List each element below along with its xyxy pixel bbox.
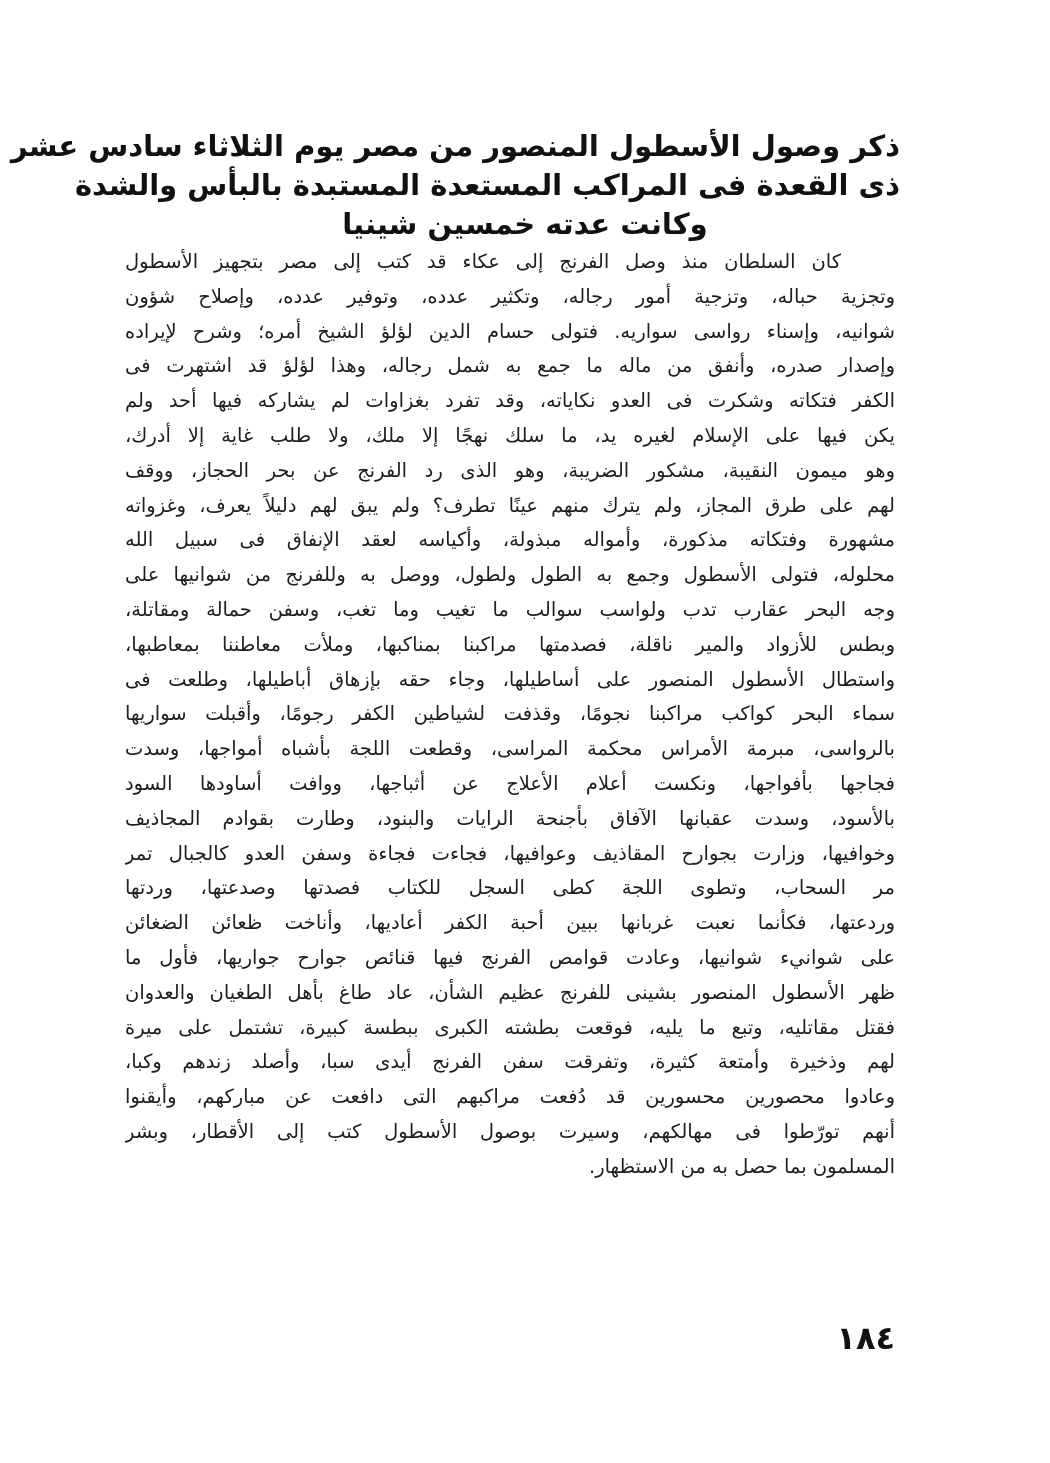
text-line: على شوانيء شوانيها، وعادت قوامص الفرنج فيها قنائص جوارح جواريها، فأول ما: [125, 945, 895, 969]
text-line: الكفر فتكاته وشكرت فى العدو نكاياته، وقد تفرد بغزاوات لم يشاركه فيها أحد ولم: [125, 389, 895, 413]
text-line: وعادوا محصورين محسورين قد دُفعت مراكبهم التى دافعت عن مباركهم، وأيقنوا: [125, 1085, 895, 1109]
text-line: وبطس للأزواد والمير ناقلة، فصدمتها مراكبنا بمناكبها، وملأت معاطننا بمعاطبها،: [125, 632, 895, 656]
text-line: واستطال الأسطول المنصور على أساطيلها، وجاء حقه بإزهاق أباطيلها، وطلعت فى: [125, 667, 895, 691]
chapter-heading-line-2: ذى القعدة فى المراكب المستعدة المستبدة بالبأس والشدة: [74, 168, 900, 202]
text-line: فقتل مقاتليه، وتبع ما يليه، فوقعت بطشته الكبرى ببطسة كبيرة، تشتمل على ميرة: [125, 1015, 895, 1039]
text-line: مر السحاب، وتطوى اللجة كطى السجل للكتاب فصدتها وصدعتها، وردتها: [125, 876, 895, 900]
text-line: مشهورة وفتكاته مذكورة، وأمواله مبذولة، وأكياسه لعقد الإنفاق فى سبيل الله: [125, 528, 895, 552]
text-line: المسلمون بما حصل به من الاستظهار.: [589, 1154, 895, 1178]
text-line: بالرواسى، مبرمة الأمراس محكمة المراسى، وقطعت اللجة بأشباه أمواجها، وسدت: [125, 737, 895, 761]
text-line: شوانيه، وإسناء رواسى سواريه. فتولى حسام الدين لؤلؤ الشيخ أمره؛ وشرح لإيراده: [125, 319, 895, 343]
text-line: وإصدار صدره، وأنفق من ماله ما جمع به شمل رجاله، وهذا لؤلؤ قد اشتهرت فى: [125, 354, 895, 378]
text-line: بالأسود، وسدت عقبانها الآفاق بأجنحة الرايات والبنود، وطارت بقوادم المجاذيف: [125, 806, 895, 830]
text-line: أنهم تورّطوا فى مهالكهم، وسيرت بوصول الأسطول كتب إلى الأقطار، وبشر: [125, 1119, 895, 1143]
text-line: لهم على طرق المجاز، ولم يترك منهم عينًا تطرف؟ ولم يبق لهم دليلاً يعرف، وغزواته: [125, 493, 895, 517]
text-line: فجاجها بأفواجها، ونكست أعلام الأعلاج عن أثباجها، ووافت أساودها السود: [125, 771, 895, 795]
chapter-heading-line-3: وكانت عدته خمسين شينيا: [342, 207, 708, 241]
text-line: يكن فيها على الإسلام لغيره يد، ما سلك نهجًا إلا ملك، ولا طلب غاية إلا أدرك،: [125, 423, 895, 447]
page-number: ١٨٤: [836, 1319, 895, 1357]
text-line: محلوله، فتولى الأسطول وجمع به الطول ولطول، ووصل به وللفرنج من شوانيها على: [125, 563, 895, 587]
text-line: ظهر الأسطول المنصور بشينى للفرنج عظيم الشأن، عاد طاغ بأهل الطغيان والعدوان: [125, 980, 895, 1004]
text-line: سماء البحر كواكب مراكبنا نجومًا، وقذفت لشياطين الكفر رجومًا، وأقبلت سواريها: [125, 702, 895, 726]
body-paragraph: [125, 245, 895, 1185]
text-line: وهو ميمون النقيبة، مشكور الضريبة، وهو الذى رد الفرنج عن بحر الحجاز، ووقف: [125, 458, 895, 482]
text-line: لهم وذخيرة وأمتعة كثيرة، وتفرقت سفن الفرنج أيدى سبا، وأصلد زندهم وكبا،: [125, 1050, 895, 1074]
text-line: وتجزية حباله، وتزجية أمور رجاله، وتكثير عدده، وتوفير عدده، وإصلاح شؤون: [125, 284, 895, 308]
text-line: وجه البحر عقارب تدب ولواسب سوالب ما تغيب وما تغب، وسفن حمالة ومقاتلة،: [125, 597, 895, 621]
text-line: وردعتها، فكأنما نعبت غربانها ببين أحبة الكفر أعاديها، وأناخت ظعائن الضغائن: [125, 911, 895, 935]
chapter-heading-line-1: ذكر وصول الأسطول المنصور من مصر يوم الثلاثاء سادس عشر: [10, 129, 900, 163]
text-line: كان السلطان منذ وصل الفرنج إلى عكاء قد كتب إلى مصر بتجهيز الأسطول: [125, 250, 841, 273]
text-line: وخوافيها، وزارت بجوارح المقاذيف وعوافيها، فجاءت فجاءة وسفن العدو كالجبال تمر: [125, 841, 895, 865]
